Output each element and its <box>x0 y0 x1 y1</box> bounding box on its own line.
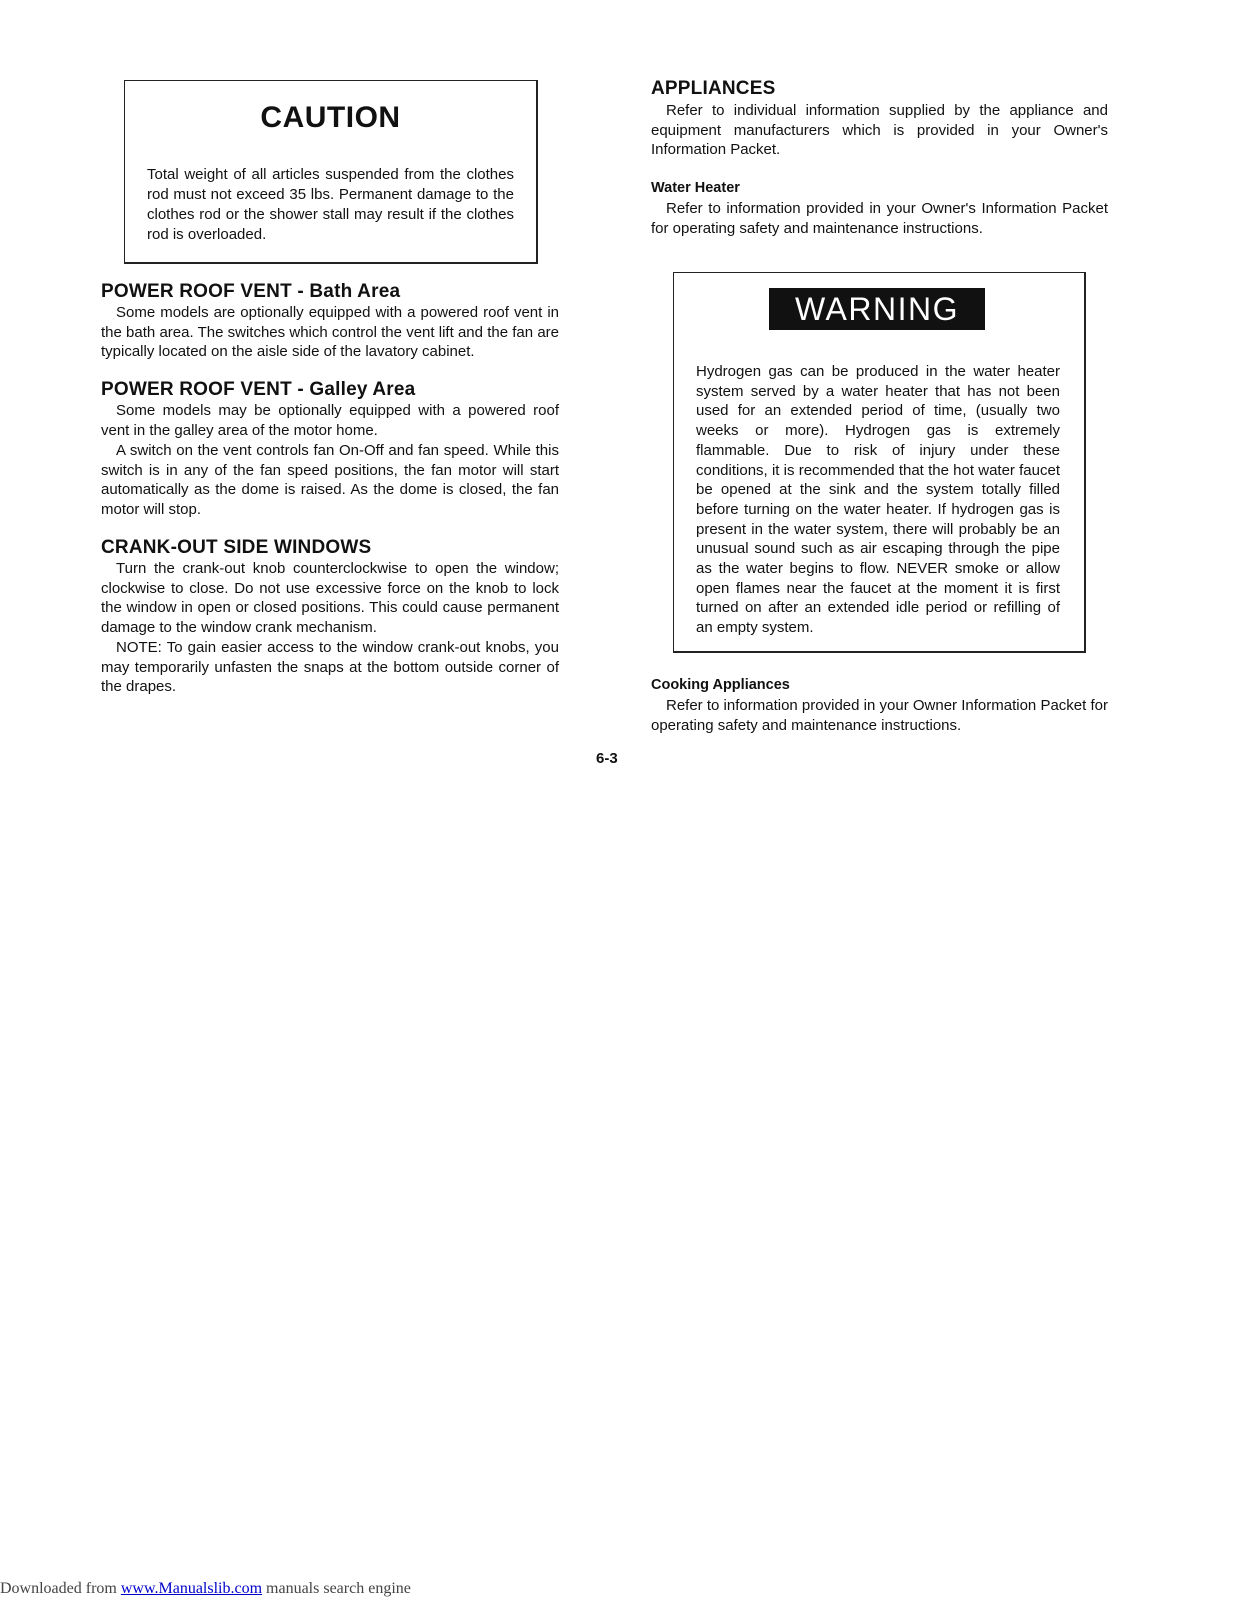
caution-title: CAUTION <box>260 101 401 134</box>
page-number: 6-3 <box>596 750 618 767</box>
footer-suffix: manuals search engine <box>262 1580 411 1597</box>
warning-title: WARNING <box>769 288 985 330</box>
para-crank-windows-2: NOTE: To gain easier access to the window crank-out knobs, you may temporarily unfasten the snaps at the bottom outside corner of the drapes. <box>101 639 559 696</box>
manualslib-link[interactable]: www.Manualslib.com <box>120 1580 263 1597</box>
heading-water-heater: Water Heater <box>651 180 740 196</box>
heading-crank-windows: CRANK-OUT SIDE WINDOWS <box>101 537 372 558</box>
caution-box <box>124 80 538 264</box>
footer-prefix: Downloaded from <box>0 1580 121 1597</box>
para-galley-vent-2: A switch on the vent controls fan On-Off and fan speed. While this switch is in any of the fan speed positions, the fan motor will start automatically as the dome is raised. As the dome is closed, the fan motor will stop. <box>101 442 559 519</box>
para-galley-vent-1: Some models may be optionally equipped with a powered roof vent in the galley area of the motor home. <box>101 402 559 439</box>
para-bath-vent: Some models are optionally equipped with a powered roof vent in the bath area. The switches which control the vent lift and the fan are typically located on the aisle side of the lavatory cabinet. <box>101 304 559 361</box>
heading-cooking: Cooking Appliances <box>651 677 790 693</box>
warning-text: Hydrogen gas can be produced in the water heater system served by a water heater that has not been used for an extended period of time, (usually two weeks or more). Hydrogen gas is extremely flammable. Due to risk of injury under these conditions, it is recommended that the hot water faucet be opened at the sink and the system totally filled before turning on the water heater. If hydrogen gas is present in the water system, there will probably be an unusual sound such as air escaping through the pipe as the water begins to flow. NEVER smoke or allow open flames near the faucet at the moment it is first turned on after an extended idle period or refilling of an empty system. <box>696 363 1060 637</box>
heading-galley-vent: POWER ROOF VENT - Galley Area <box>101 379 416 400</box>
caution-text: Total weight of all articles suspended from the clothes rod must not exceed 35 lbs. Permanent damage to the clothes rod or the shower stall may result if the clothes rod is overloaded. <box>147 166 514 243</box>
para-cooking: Refer to information provided in your Owner Information Packet for operating safety and maintenance instructions. <box>651 697 1108 734</box>
footer <box>0 1580 411 1598</box>
heading-bath-vent: POWER ROOF VENT - Bath Area <box>101 281 401 302</box>
para-water-heater: Refer to information provided in your Owner's Information Packet for operating safety and maintenance instructions. <box>651 200 1108 237</box>
heading-appliances: APPLIANCES <box>651 78 776 99</box>
para-crank-windows-1: Turn the crank-out knob counterclockwise to open the window; clockwise to close. Do not use excessive force on the knob to lock the window in open or closed positions. This could cause permanent damage to the window crank mechanism. <box>101 560 559 637</box>
para-appliances: Refer to individual information supplied by the appliance and equipment manufacturers which is provided in your Owner's Information Packet. <box>651 102 1108 159</box>
warning-box <box>673 272 1086 653</box>
